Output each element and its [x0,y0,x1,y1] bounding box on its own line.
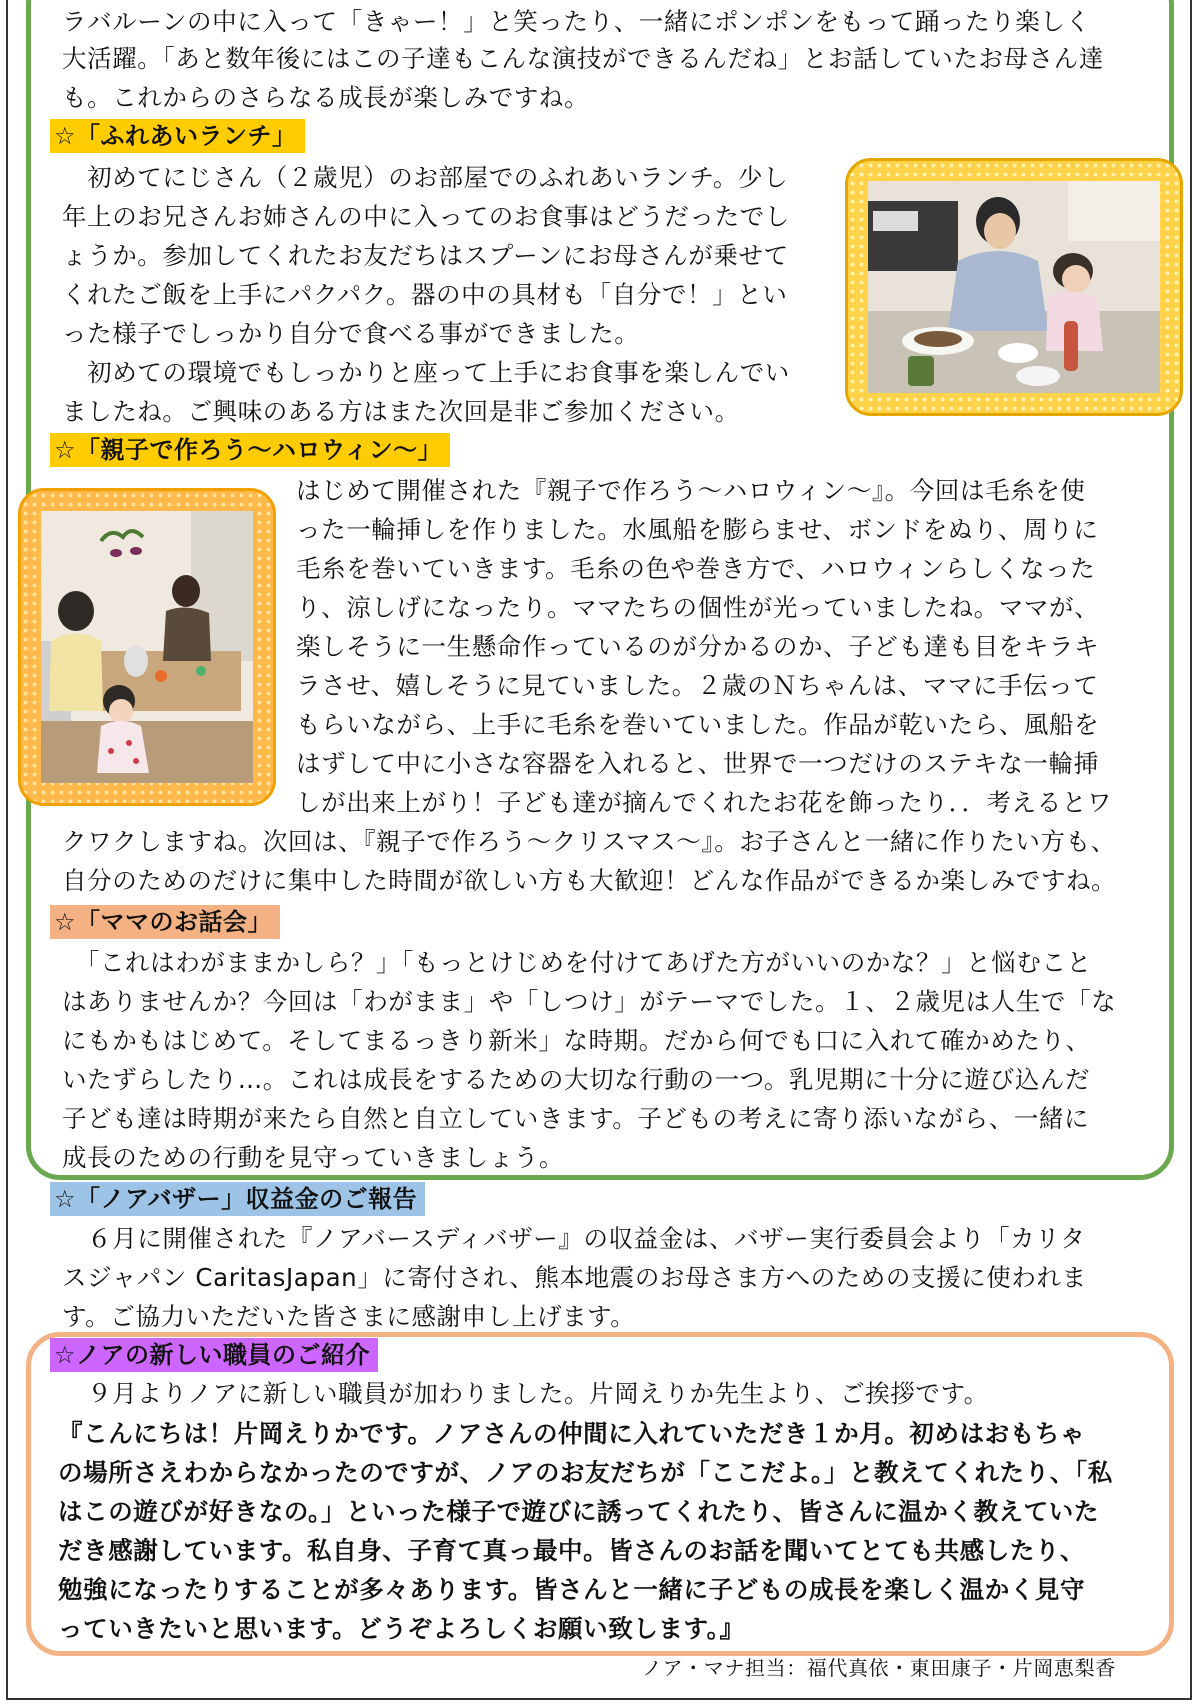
lunch-photo [868,181,1160,393]
halloween-line: しが出来上がり！子ども達が摘んでくれたお花を飾ったり．．考えるとワ [296,788,1113,817]
bazaar-line: す。ご協力いただいた皆さまに感謝申し上げます。 [62,1302,636,1331]
staff-message-line: 勉強になったりすることが多々あります。皆さんと一緒に子どもの成長を楽しく温かく見守 [58,1575,1086,1604]
footer-credit: ノア・マナ担当：福代真依・東田康子・片岡恵梨香 [642,1656,1116,1680]
halloween-line: もらいながら、上手に毛糸を巻いていました。作品が乾いたら、風船を [296,710,1100,739]
halloween-photo [41,511,253,783]
mama-line: 「これはわがままかしら？」「もっとけじめを付けてあげた方がいいのかな？」と悩むこと [62,948,1092,977]
fureai-line: 初めての環境でもしっかりと座って上手にお食事を楽しんでい [62,358,790,387]
bazaar-line: スジャパン CaritasJapan」に寄付され、熊本地震のお母さま方へのための支援に使われま [62,1263,1087,1292]
fureai-line: 初めてにじさん（２歳児）のお部屋でのふれあいランチ。少し [62,163,789,192]
halloween-line: はずして中に小さな容器を入れると、世界で一つだけのステキな一輪挿 [296,749,1099,778]
mama-line: はありませんか？今回は「わがまま」や「しつけ」がテーマでした。１、２歳児は人生で「な [62,987,1117,1016]
halloween-line: り、涼しげになったり。ママたちの個性が光っていましたね。ママが、 [296,593,1100,622]
staff-message-line: はこの遊びが好きなの。」といった様子で遊びに誘ってくれたり、皆さんに温かく教えていた [58,1497,1099,1526]
halloween-line: クワクしますね。次回は、『親子で作ろう～クリスマス～』。お子さんと一緒に作りたい方も、 [62,827,1116,856]
mama-line: 成長のための行動を見守っていきましょう。 [62,1143,564,1172]
bazaar-line: ６月に開催された『ノアバースディバザー』の収益金は、バザー実行委員会より「カリタ [62,1224,1086,1253]
mama-line: 子ども達は時期が来たら自然と自立していきます。子どもの考えに寄り添いながら、一緒に [62,1104,1090,1133]
intro-line: 大活躍。「あと数年後にはこの子達もこんな演技ができるんだね」とお話していたお母さん達 [62,44,1104,73]
photo-frame-lunch [845,158,1183,416]
fureai-line: ましたね。ご興味のある方はまた次回是非ご参加ください。 [62,397,740,426]
heading-new-staff: ☆ノアの新しい職員のご紹介 [50,1338,378,1372]
staff-intro: ９月よりノアに新しい職員が加わりました。片岡えりか先生より、ご挨拶です。 [62,1379,989,1408]
halloween-line: ラさせ、嬉しそうに見ていました。２歳のＮちゃんは、ママに手伝って [296,671,1099,700]
fureai-line: 年上のお兄さんお姉さんの中に入ってのお食事はどうだったでし [62,202,790,231]
heading-bazaar-report: ☆「ノアバザー」収益金のご報告 [50,1182,425,1216]
photo-frame-halloween [18,488,276,806]
halloween-line: 毛糸を巻いていきます。毛糸の色や巻き方で、ハロウィンらしくなった [296,554,1096,583]
mama-line: にもかもはじめて。そしてまるっきり新米」な時期。だから何でも口に入れて確かめたり、 [62,1026,1091,1055]
staff-message-line: 『こんにちは！片岡えりかです。ノアさんの仲間に入れていただき１か月。初めはおもちゃ [58,1419,1086,1448]
staff-message-line: だき感謝しています。私自身、子育て真っ最中。皆さんのお話を聞いてとても共感したり、 [58,1536,1086,1565]
halloween-line: 自分のためのだけに集中した時間が欲しい方も大歓迎！どんな作品ができるか楽しみですね。 [62,866,1117,895]
staff-message-line: の場所さえわからなかったのですが、ノアのお友だちが「ここだよ。」と教えてくれたり、「私 [58,1458,1113,1487]
heading-mama-talk: ☆「ママのお話会」 [50,905,280,939]
fureai-line: ょうか。参加してくれたお友だちはスプーンにお母さんが乗せて [62,241,789,270]
mama-line: いたずらしたり…。これは成長をするための大切な行動の一つ。乳児期に十分に遊び込んだ [62,1065,1091,1094]
heading-halloween: ☆「親子で作ろう～ハロウィン～」 [50,433,450,467]
halloween-line: はじめて開催された『親子で作ろう～ハロウィン～』。今回は毛糸を使 [296,476,1086,505]
intro-line: も。これからのさらなる成長が楽しみですね。 [62,83,590,112]
halloween-line: った一輪挿しを作りました。水風船を膨らませ、ボンドをぬり、周りに [296,515,1099,544]
heading-fureai-lunch: ☆「ふれあいランチ」 [50,119,305,153]
halloween-line: 楽しそうに一生懸命作っているのが分かるのか、子ども達も目をキラキ [296,632,1100,661]
intro-line: ラバルーンの中に入って「きゃー！」と笑ったり、一緒にポンポンをもって踊ったり楽しく [62,7,1091,36]
fureai-line: くれたご飯を上手にパクパク。器の中の具材も「自分で！」とい [62,280,788,309]
staff-message-line: っていきたいと思います。どうぞよろしくお願い致します。』 [58,1614,745,1643]
fureai-line: った様子でしっかり自分で食べる事ができました。 [62,319,640,348]
